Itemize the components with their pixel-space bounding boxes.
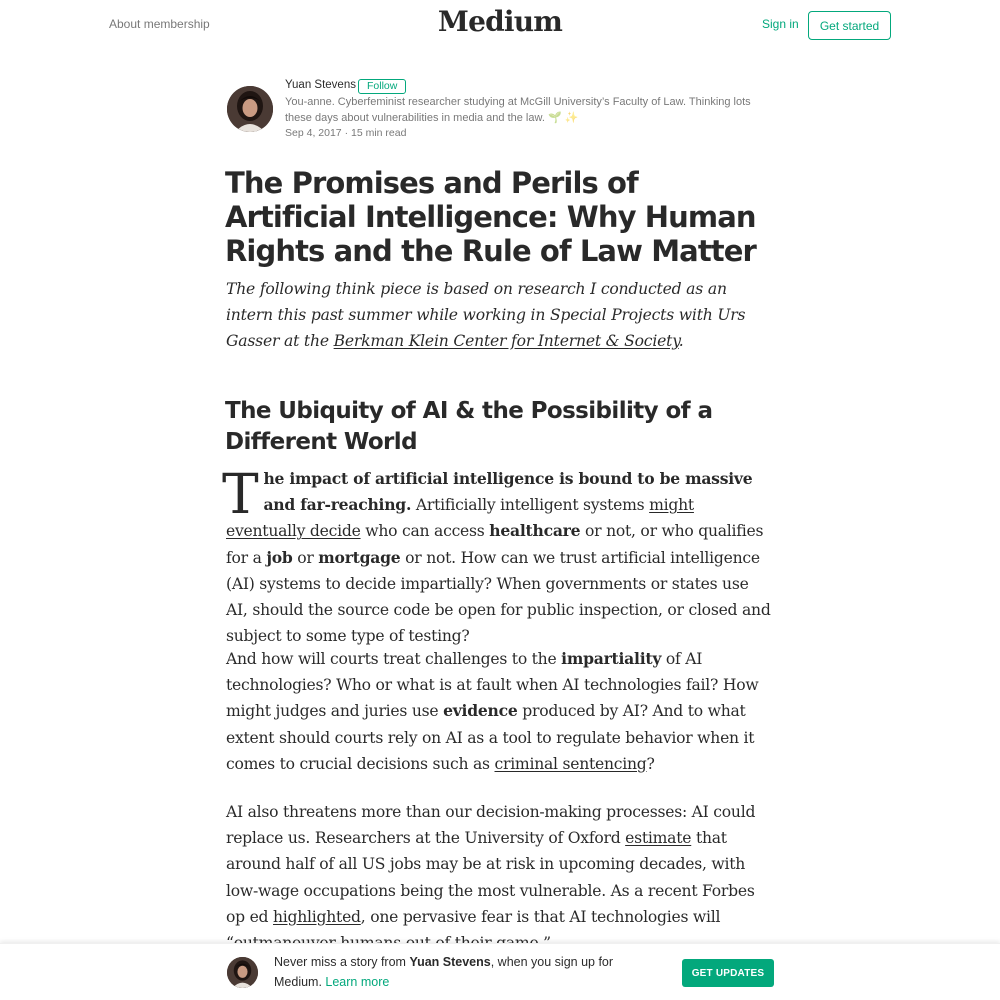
post-date[interactable]: Sep 4, 2017 [285,127,342,139]
author-avatar[interactable] [227,86,273,132]
paragraph-3 [226,799,774,956]
estimate-link[interactable]: estimate [625,829,692,848]
might-eventually-decide-link[interactable]: might eventually decide [226,496,694,541]
bold-healthcare: healthcare [489,521,581,541]
bold-evidence: evidence [443,701,518,721]
author-portrait-icon [227,957,258,988]
author-bio: You-anne. Cyberfeminist researcher studying at McGill University’s Faculty of Law. Thinking lots these days about vulnerabilities in media and the law. 🌱 ✨ [285,96,751,124]
read-time: 15 min read [350,127,407,139]
subtitle-text: The following think piece is based on research I conducted as an intern this past summer while working in Special Projects with Urs Gasser at the [226,280,746,350]
paragraph-text: or not, or who qualifies for a [226,522,764,567]
paragraph-text: AI also threatens more than our decision-making processes: AI could replace us. Researchers at the University of Oxford [226,803,756,848]
get-updates-button[interactable]: GET UPDATES [682,959,774,987]
about-membership-link[interactable]: About membership [109,17,210,31]
get-started-button[interactable]: Get started [808,11,891,40]
follow-button[interactable]: Follow [358,79,406,94]
top-navigation [0,0,1000,50]
medium-logo-text[interactable]: Medium [437,5,563,38]
berkman-klein-link[interactable]: Berkman Klein Center for Internet & Society [333,331,679,350]
paragraph-text: And how will courts treat challenges to the [226,650,562,668]
paragraph-1 [222,462,774,649]
lead-bold-text: he impact of artificial intelligence is bound to be massive and far-reaching. [263,469,753,515]
author-portrait-icon [227,86,273,132]
article-subtitle [226,277,771,354]
banner-author-name: Yuan Stevens [409,955,491,969]
paragraph-text: produced by AI? And to what extent should courts rely on AI as a tool to regulate behavior when it comes to crucial decisions such as [226,702,755,773]
paragraph-2 [226,646,774,777]
paragraph-text: of AI technologies? Who or what is at fault when AI technologies fail? How might judges and juries use [226,650,759,721]
bold-impartiality: impartiality [561,649,662,668]
subtitle-end: . [678,331,684,350]
banner-author-avatar[interactable] [227,957,258,988]
author-name[interactable]: Yuan Stevens [285,79,356,91]
meta-separator: · [344,127,349,139]
post-meta [285,127,406,139]
highlighted-link[interactable]: highlighted [273,907,361,926]
paragraph-text: or [292,548,319,567]
paragraph-text: Artificially intelligent systems [411,496,650,515]
paragraph-text: ? [646,754,655,773]
banner-message [274,953,634,992]
paragraph-text: or not. How can we trust artificial intelligence (AI) systems to decide impartially? When governments or states use AI, should the source code be open for public inspection, or closed and subject to some type of testing? [226,548,771,646]
banner-text: , when you sign up for Medium. [274,955,614,989]
learn-more-link[interactable]: Learn more [325,974,390,989]
drop-cap: T [222,462,259,526]
criminal-sentencing-link[interactable]: criminal sentencing [494,754,647,773]
paragraph-text: who can access [360,522,490,541]
paragraph-text: that around half of all US jobs may be at risk in upcoming decades, with low-wage occupations being the most vulnerable. As a recent Forbes op ed [226,829,755,926]
sign-in-link[interactable]: Sign in [762,17,799,31]
paragraph-text: , one pervasive fear is that AI technologies will [360,907,721,926]
bold-mortgage: mortgage [318,547,401,567]
article-title: The Promises and Perils of Artificial Intelligence: Why Human Rights and the Rule of Law Matter [225,166,756,268]
bold-job: job [266,547,293,567]
section-heading: The Ubiquity of AI & the Possibility of a Different World [225,398,713,455]
banner-text: Never miss a story from [274,955,410,969]
